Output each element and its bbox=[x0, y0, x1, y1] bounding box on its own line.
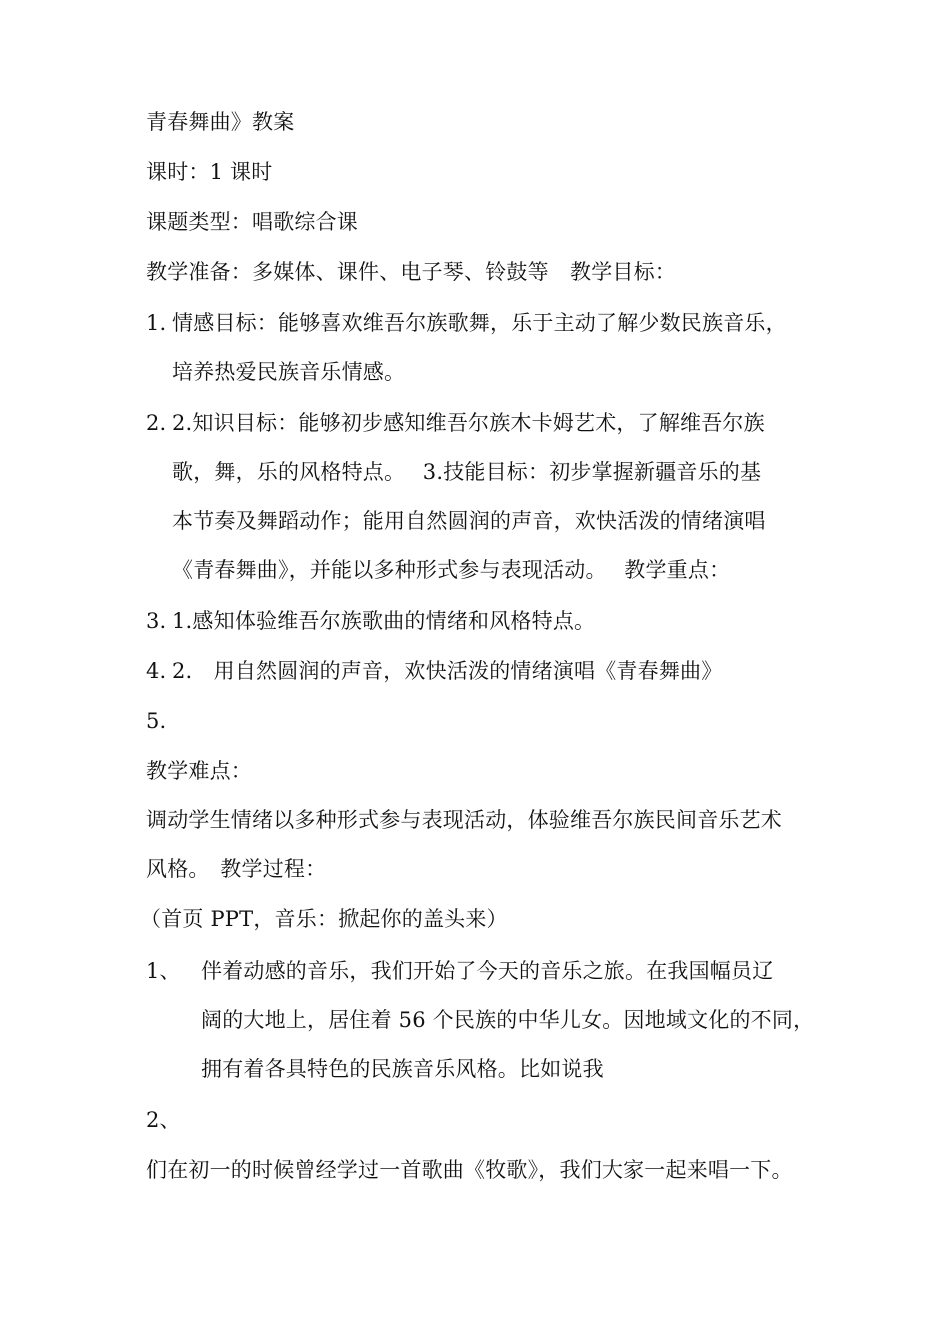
closing-line: 们在初一的时候曾经学过一首歌曲《牧歌》，我们大家一起来唱一下。 bbox=[146, 1158, 793, 1182]
difficulty-line: 调动学生情绪以多种形式参与表现活动，体验维吾尔族民间音乐艺术 bbox=[146, 808, 782, 832]
lesson-preparation: 教学准备：多媒体、课件、电子琴、铃鼓等 教学目标： bbox=[146, 260, 676, 284]
difficulty-heading: 教学难点： bbox=[146, 759, 252, 783]
list-item-number: 1. bbox=[146, 311, 167, 335]
list-item-line: 1.感知体验维吾尔族歌曲的情绪和风格特点。 bbox=[172, 609, 596, 633]
list-item-line: 2. 用自然圆润的声音，欢快活泼的情绪演唱《青春舞曲》 bbox=[172, 659, 723, 683]
list-item-number: 3. bbox=[146, 609, 167, 633]
document-title: 青春舞曲》教案 bbox=[146, 110, 295, 134]
list-item-line: 《青春舞曲》，并能以多种形式参与表现活动。 教学重点： bbox=[172, 558, 731, 582]
list-item-number: 2. bbox=[146, 411, 167, 435]
process-note: （首页 PPT，音乐：掀起你的盖头来） bbox=[140, 907, 508, 931]
process-item-number: 1、 bbox=[146, 959, 181, 983]
process-item-line: 伴着动感的音乐，我们开始了今天的音乐之旅。在我国幅员辽 bbox=[201, 959, 774, 983]
list-item-number: 4. bbox=[146, 659, 167, 683]
list-item-line: 本节奏及舞蹈动作；能用自然圆润的声音，欢快活泼的情绪演唱 bbox=[172, 509, 766, 533]
process-item-line: 阔的大地上，居住着 56 个民族的中华儿女。因地域文化的不同， bbox=[201, 1008, 815, 1032]
lesson-type: 课题类型：唱歌综合课 bbox=[146, 210, 358, 234]
process-item-number: 2、 bbox=[146, 1108, 181, 1132]
list-item-number: 5. bbox=[146, 709, 167, 733]
process-item-line: 拥有着各具特色的民族音乐风格。比如说我 bbox=[201, 1057, 604, 1081]
lesson-duration: 课时：1 课时 bbox=[146, 160, 273, 184]
difficulty-line: 风格。 教学过程： bbox=[146, 857, 327, 881]
list-item-line: 歌，舞，乐的风格特点。 3.技能目标：初步掌握新疆音乐的基 bbox=[172, 460, 762, 484]
list-item-line: 情感目标：能够喜欢维吾尔族歌舞，乐于主动了解少数民族音乐， bbox=[172, 311, 787, 335]
list-item-line: 培养热爱民族音乐情感。 bbox=[172, 360, 406, 384]
list-item-line: 2.知识目标：能够初步感知维吾尔族木卡姆艺术，了解维吾尔族 bbox=[172, 411, 765, 435]
